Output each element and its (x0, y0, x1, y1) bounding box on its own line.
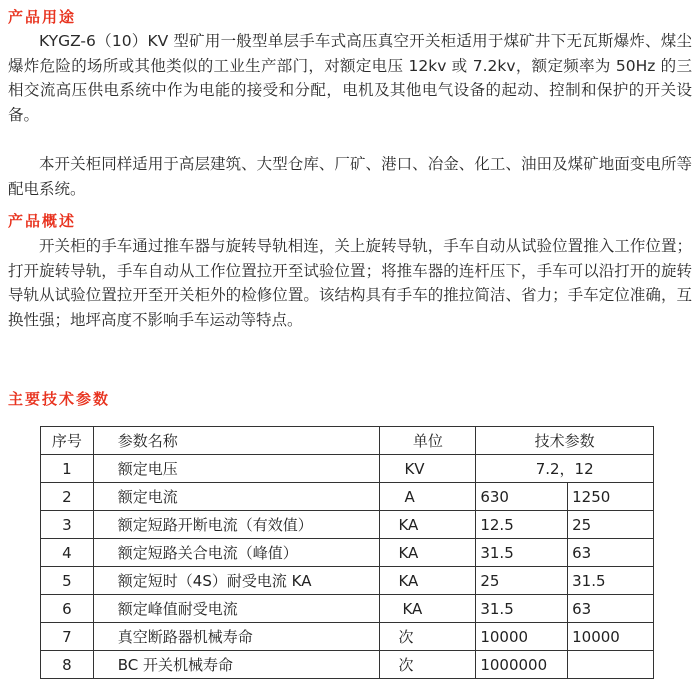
row-no: 7 (41, 623, 94, 651)
row-value-1: 1000000 (476, 651, 568, 679)
table-row (41, 567, 654, 595)
row-value-2: 10000 (568, 623, 654, 651)
row-no: 8 (41, 651, 94, 679)
usage-paragraph-2: 本开关柜同样适用于高层建筑、大型仓库、厂矿、港口、冶金、化工、油田及煤矿地面变电所等配电系统。 (8, 155, 692, 198)
row-value-2 (568, 651, 654, 679)
row-no: 3 (41, 511, 94, 539)
table-row (41, 483, 654, 511)
col-header-unit: 单位 (380, 427, 476, 455)
table-row (41, 539, 654, 567)
row-value-1: 630 (476, 483, 568, 511)
row-name: 额定短路关合电流（峰值） (93, 539, 380, 567)
row-unit: KA (380, 539, 476, 567)
row-value-1: 12.5 (476, 511, 568, 539)
table-row (41, 511, 654, 539)
row-value-1: 31.5 (476, 595, 568, 623)
row-no: 4 (41, 539, 94, 567)
overview-heading: 产品概述 (8, 212, 77, 230)
row-value-2: 63 (568, 539, 654, 567)
row-name: 额定峰值耐受电流 (93, 595, 380, 623)
row-unit: KV (380, 455, 476, 483)
table-row (41, 595, 654, 623)
params-table (40, 426, 654, 679)
col-header-name: 参数名称 (93, 427, 380, 455)
row-value-1: 10000 (476, 623, 568, 651)
overview-paragraph: 开关柜的手车通过推车器与旋转导轨相连，关上旋转导轨，手车自动从试验位置推入工作位置；打开旋转导轨，手车自动从工作位置拉开至试验位置；将推车器的连杆压下，手车可以沿打开的旋转导轨从试验位置拉开至开关柜外的检修位置。该结构具有手车的推拉简洁、省力；手车定位准确，互换性强；地坪高度不影响手车运动等特点。 (8, 237, 692, 329)
row-name: BC 开关机械寿命 (93, 651, 380, 679)
params-heading: 主要技术参数 (8, 390, 111, 408)
table-row (41, 455, 654, 483)
table-row (41, 623, 654, 651)
usage-paragraph-1: KYGZ-6（10）KV 型矿用一般型单层手车式高压真空开关柜适用于煤矿井下无瓦斯爆炸、煤尘爆炸危险的场所或其他类似的工业生产部门，对额定电压 12kv 或 7.2kv，额定频率为 50Hz 的三相交流高压供电系统中作为电能的接受和分配，电机及其他电气设备的起动、控制和保护的开关设备。 (8, 32, 692, 124)
row-no: 6 (41, 595, 94, 623)
row-name: 额定电压 (93, 455, 380, 483)
row-unit: 次 (380, 651, 476, 679)
row-value-2: 31.5 (568, 567, 654, 595)
row-unit: KA (380, 511, 476, 539)
row-value-2: 25 (568, 511, 654, 539)
table-header-row (41, 427, 654, 455)
row-unit: 次 (380, 623, 476, 651)
table-row (41, 651, 654, 679)
row-no: 1 (41, 455, 94, 483)
row-name: 额定电流 (93, 483, 380, 511)
row-value-1: 31.5 (476, 539, 568, 567)
row-name: 额定短路开断电流（有效值） (93, 511, 380, 539)
usage-heading: 产品用途 (8, 8, 77, 26)
row-no: 5 (41, 567, 94, 595)
row-unit: KA (380, 567, 476, 595)
row-value: 7.2，12 (476, 455, 654, 483)
row-value-2: 1250 (568, 483, 654, 511)
row-unit: A (380, 483, 476, 511)
col-header-no: 序号 (41, 427, 94, 455)
row-value-1: 25 (476, 567, 568, 595)
row-unit: KA (380, 595, 476, 623)
row-name: 额定短时（4S）耐受电流 KA (93, 567, 380, 595)
row-name: 真空断路器机械寿命 (93, 623, 380, 651)
row-value-2: 63 (568, 595, 654, 623)
col-header-value: 技术参数 (476, 427, 654, 455)
row-no: 2 (41, 483, 94, 511)
